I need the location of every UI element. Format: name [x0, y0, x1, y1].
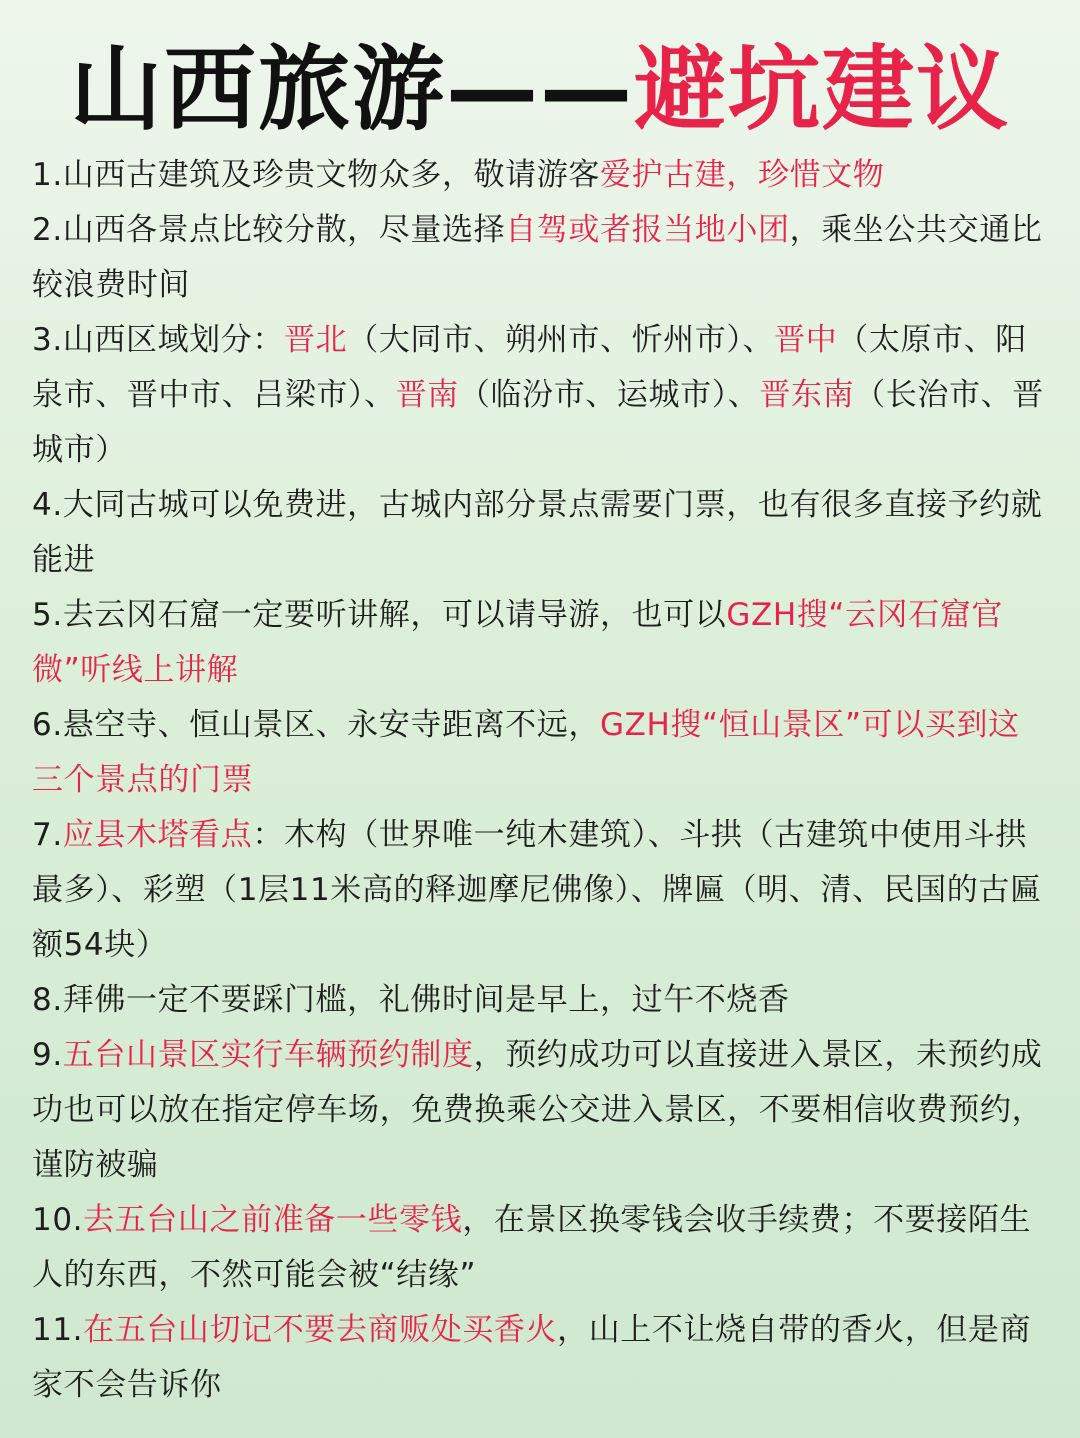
tip-item-7: [32, 808, 1048, 973]
tip-text: ，乘坐公共交通比较浪费时间: [32, 212, 1043, 303]
tip-text: （大同市、朔州市、忻州市）、: [347, 322, 775, 358]
tip-item-6: [32, 698, 1048, 808]
tip-highlight-text: 晋南: [395, 377, 459, 413]
tip-item-9: [32, 1028, 1048, 1193]
tip-highlight-text: 在五台山切记不要去商贩处买香火: [83, 1312, 558, 1348]
title-dash: ——: [446, 36, 634, 143]
tip-item-11: [32, 1303, 1048, 1413]
title-main: 山西旅游: [69, 36, 446, 143]
tip-text: 7.: [32, 817, 63, 853]
tip-highlight-text: 爱护古建，珍惜文物: [599, 157, 885, 193]
tip-text: （临汾市、运城市）、: [458, 377, 760, 413]
tip-highlight-text: 自驾或者报当地小团: [505, 212, 790, 248]
tip-text: （太原市、阳泉市、晋中市、吕梁市）、: [32, 322, 1027, 413]
tip-item-1: [32, 148, 1048, 203]
tip-item-2: [32, 203, 1048, 313]
tip-highlight-text: GZH搜“恒山景区”可以买到这三个景点的门票: [32, 707, 1020, 798]
tip-item-5: [32, 588, 1048, 698]
tip-item-4: [32, 478, 1048, 588]
tip-highlight-text: 去五台山之前准备一些零钱: [83, 1202, 463, 1238]
tip-text: 8.拜佛一定不要踩门槛，礼佛时间是早上，过午不烧香: [32, 982, 790, 1018]
tips-list: [32, 148, 1048, 1413]
tip-text: 3.山西区域划分：: [32, 322, 284, 358]
tip-highlight-text: GZH搜“云冈石窟官微”听线上讲解: [32, 597, 1004, 688]
tip-text: ，预约成功可以直接进入景区，未预约成功也可以放在指定停车场，免费换乘公交进入景区，不要相信收费预约，谨防被骗: [32, 1037, 1044, 1183]
tip-text: ，在景区换零钱会收手续费；不要接陌生人的东西，不然可能会被“结缘”: [32, 1202, 1032, 1293]
tip-text: 6.悬空寺、恒山景区、永安寺距离不远，: [32, 707, 600, 743]
tip-text: ，山上不让烧自带的香火，但是商家不会告诉你: [32, 1312, 1032, 1403]
tip-item-10: [32, 1193, 1048, 1303]
tip-text: 2.山西各景点比较分散，尽量选择: [32, 212, 506, 248]
title-highlight: 避坑建议: [634, 36, 1011, 143]
tip-highlight-text: 五台山景区实行车辆预约制度: [62, 1037, 474, 1073]
tip-highlight-text: 晋东南: [759, 377, 855, 413]
tip-text: （长治市、晋城市）: [32, 377, 1044, 468]
tip-text: 9.: [32, 1037, 63, 1073]
page-title: [0, 30, 1080, 150]
tip-text: 4.大同古城可以免费进，古城内部分景点需要门票，也有很多直接予约就能进: [32, 487, 1043, 578]
tip-highlight-text: 晋中: [774, 322, 838, 358]
tip-item-8: [32, 973, 1048, 1028]
tip-highlight-text: 晋北: [283, 322, 348, 358]
tip-text: ：木构（世界唯一纯木建筑）、斗拱（古建筑中使用斗拱最多）、彩塑（1层11米高的释迦摩尼佛像）、牌匾（明、清、民国的古匾额54块）: [32, 817, 1042, 963]
tip-text: 5.去云冈石窟一定要听讲解，可以请导游，也可以: [32, 597, 727, 633]
tip-text: 1.山西古建筑及珍贵文物众多，敬请游客: [32, 157, 600, 193]
tip-highlight-text: 应县木塔看点: [62, 817, 253, 853]
tip-text: 11.: [32, 1312, 84, 1348]
tip-item-3: [32, 313, 1048, 478]
tip-text: 10.: [32, 1202, 84, 1238]
